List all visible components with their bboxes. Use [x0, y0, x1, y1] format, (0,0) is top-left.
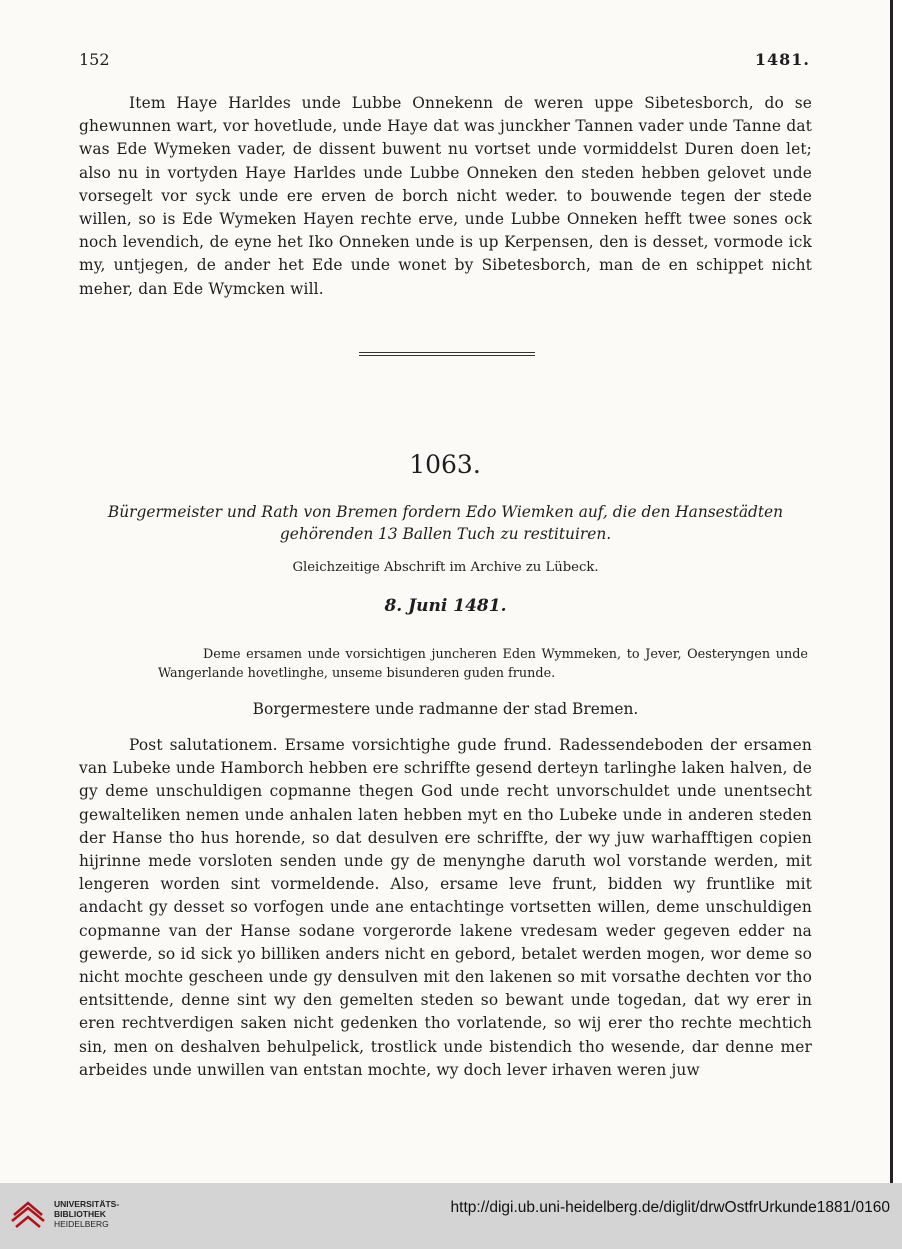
letter-address: Deme ersamen unde vorsichtigen juncheren Eden Wymmeken, to Jever, Oesteryngen unde Wangerlande hovetlinghe, unseme bisunderen guden frunde. — [158, 647, 808, 681]
document-number: 1063. — [409, 450, 481, 479]
permalink-url[interactable]: http://digi.ub.uni-heidelberg.de/diglit/drwOstfrUrkunde1881/0160 — [450, 1199, 890, 1216]
library-name-line3: HEIDELBERG — [54, 1219, 109, 1229]
library-logo[interactable] — [8, 1195, 128, 1237]
page-edge — [890, 0, 893, 1183]
document-source: Gleichzeitige Abschrift im Archive zu Lübeck. — [292, 560, 599, 575]
library-logo-icon — [8, 1195, 48, 1237]
library-name — [54, 1199, 119, 1229]
letter-body: Post salutationem. Ersame vorsichtighe gude frund. Radessendeboden der ersamen van Lubeke unde Hamborch hebben ere schriffte gesend derteyn tarlinghe laken halven, de gy deme unschuldigen copmanne thegen God unde recht unvorschuldet unde unentsecht gewalteliken nemen unde anhalen laten hebben myt en tho Lubeke unde in anderen steden der Hanse tho hus horende, so dat desulven ere schriffte, der wy juw warhafftigen copien hijrinne mede vorsloten senden unde gy de menynghe daruth wol vorstande werden, mit lengeren worden sint vormeldende. Also, ersame leve frunt, bidden wy fruntlike mit andacht gy desset so vorfogen unde ane entachtinge vortsetten willen, deme unschuldigen copmanne van der Hanse sodane vorgerorde lakene vredesam weder gegeven edder na gewerde, so id sick yo billiken anders nicht en gebord, betalet werden mogen, wor deme so nicht mochte gescheen unde gy densulven mit den lakenen so mit vorsathe dechten vor tho entsittende, denne sint wy den gemelten steden so bewant unde togedan, dat wy erer in eren rechtverdigen saken nicht gedenken tho vorlatende, so wij erer tho rechte mechtich sin, men on deshalven behulpelick, trostlick unde bistendich tho wesende, dar denne mer arbeides unde unwillen van entstan mochte, wy doch lever irhaven weren juw — [79, 736, 812, 1079]
viewer-footer — [0, 1183, 902, 1249]
document-title: Bürgermeister und Rath von Bremen fordern Edo Wiemken auf, die den Hansestädten gehörenden 13 Ballen Tuch zu restituiren. — [107, 503, 784, 543]
library-name-line1: UNIVERSITÄTS- — [54, 1199, 120, 1209]
page-number: 152 — [79, 50, 110, 69]
continuation-paragraph: Item Haye Harldes unde Lubbe Onnekenn de weren uppe Sibetesborch, do se ghewunnen wart, vor hovetlude, unde Haye dat was junckher Tannen vader unde Tanne dat was Ede Wymeken vader, de dissent buwent nu vortset unde vormiddelst Duren doen let; also nu in vortyden Haye Harldes unde Lubbe Onneken den steden hebben gelovet unde vorsegelt vor syck unde ere erven de borch nicht weder. to bouwende tegen der stede willen, so is Ede Wymeken Hayen rechte erve, unde Lubbe Onneken hefft twee sones ock noch levendich, de eyne het Iko Onneken unde is up Kerpensen, den is desset, vormode ick my, untjegen, de ander het Ede unde wonet by Sibetesborch, man de en schippet nicht meher, dan Ede Wymcken will. — [79, 94, 812, 298]
running-year: 1481. — [754, 50, 810, 69]
section-divider — [359, 352, 535, 358]
document-date: 8. Juni 1481. — [384, 596, 507, 616]
library-name-line2: BIBLIOTHEK — [54, 1209, 106, 1219]
letter-sender: Borgermestere unde radmanne der stad Bremen. — [252, 700, 639, 718]
